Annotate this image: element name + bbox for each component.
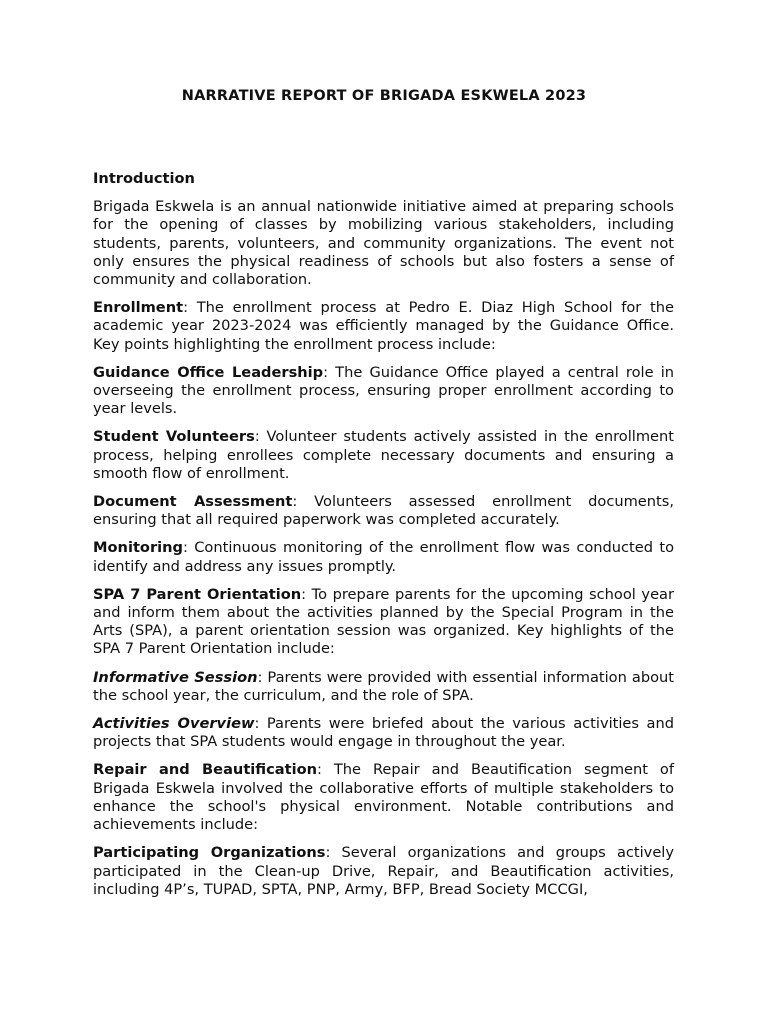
paragraph-label: Document Assessment [93, 493, 293, 511]
paragraph-label: Monitoring [93, 539, 183, 557]
paragraph-activities-overview [93, 715, 674, 751]
paragraph-label: Guidance Office Leadership [93, 363, 324, 381]
paragraph-text: : To prepare parents for the upcoming school year and inform them about the activities planned by the Special Program in the Arts (SPA), a parent orientation session was organized. Key highlights of the SPA 7 Parent Orientation include: [93, 585, 674, 658]
paragraph-text: : Volunteers assessed enrollment documents, ensuring that all required paperwork was completed accurately. [93, 493, 675, 529]
paragraph-text: : Volunteer students actively assisted in the enrollment process, helping enrollees complete necessary documents and ensuring a smooth flow of enrollment. [93, 428, 674, 482]
paragraph-label: Repair and Beautification [93, 761, 318, 779]
document-title: NARRATIVE REPORT OF BRIGADA ESKWELA 2023 [181, 88, 587, 104]
paragraph-introduction [93, 198, 674, 289]
paragraph-label: Activities Overview [93, 715, 255, 733]
paragraph-text: : Several organizations and groups actively participated in the Clean-up Drive, Repair, and Beautification activities, including 4P’s, TUPAD, SPTA, PNP, Army, BFP, Bread Society MCCGI, [93, 844, 674, 898]
paragraph-spa7-parent-orientation [93, 586, 674, 659]
paragraph-informative-session [93, 669, 674, 705]
paragraph-text: : Continuous monitoring of the enrollment flow was conducted to identify and address any issues promptly. [93, 539, 674, 575]
paragraph-label: SPA 7 Parent Orientation [93, 585, 302, 603]
paragraph-participating-organizations [93, 844, 674, 899]
paragraph-text: : Parents were briefed about the various activities and projects that SPA students would engage in throughout the year. [93, 715, 674, 751]
paragraph-text: Brigada Eskwela is an annual nationwide initiative aimed at preparing schools for the opening of classes by mobilizing various stakeholders, including students, parents, volunteers, and community organizations. The event not only ensures the physical readiness of schools but also fosters a sense of community and collaboration. [93, 198, 674, 289]
paragraph-label: Enrollment [93, 299, 184, 317]
paragraph-repair-and-beautification [93, 761, 674, 834]
document-body [93, 170, 674, 909]
paragraph-text: : The Repair and Beautification segment of Brigada Eskwela involved the collaborative efforts of multiple stakeholders to enhance the school's physical environment. Notable contributions and achievements include: [93, 761, 674, 834]
paragraph-label: Participating Organizations [93, 844, 326, 862]
paragraph-student-volunteers [93, 428, 674, 483]
paragraph-label: Informative Session [93, 668, 258, 686]
paragraph-text: : The Guidance Office played a central role in overseeing the enrollment process, ensuring proper enrollment according to year levels. [93, 363, 675, 418]
paragraph-label: Student Volunteers [93, 428, 255, 446]
paragraph-text: : Parents were provided with essential information about the school year, the curriculum, and the role of SPA. [93, 668, 674, 704]
paragraph-guidance-office-leadership [93, 364, 674, 419]
paragraph-document-assessment [93, 493, 674, 529]
paragraph-monitoring [93, 539, 674, 575]
paragraph-text: : The enrollment process at Pedro E. Diaz High School for the academic year 2023-2024 was efficiently managed by the Guidance Office. Key points highlighting the enrollment process include: [93, 299, 674, 353]
paragraph-enrollment [93, 299, 674, 354]
section-heading-introduction: Introduction [93, 170, 195, 187]
